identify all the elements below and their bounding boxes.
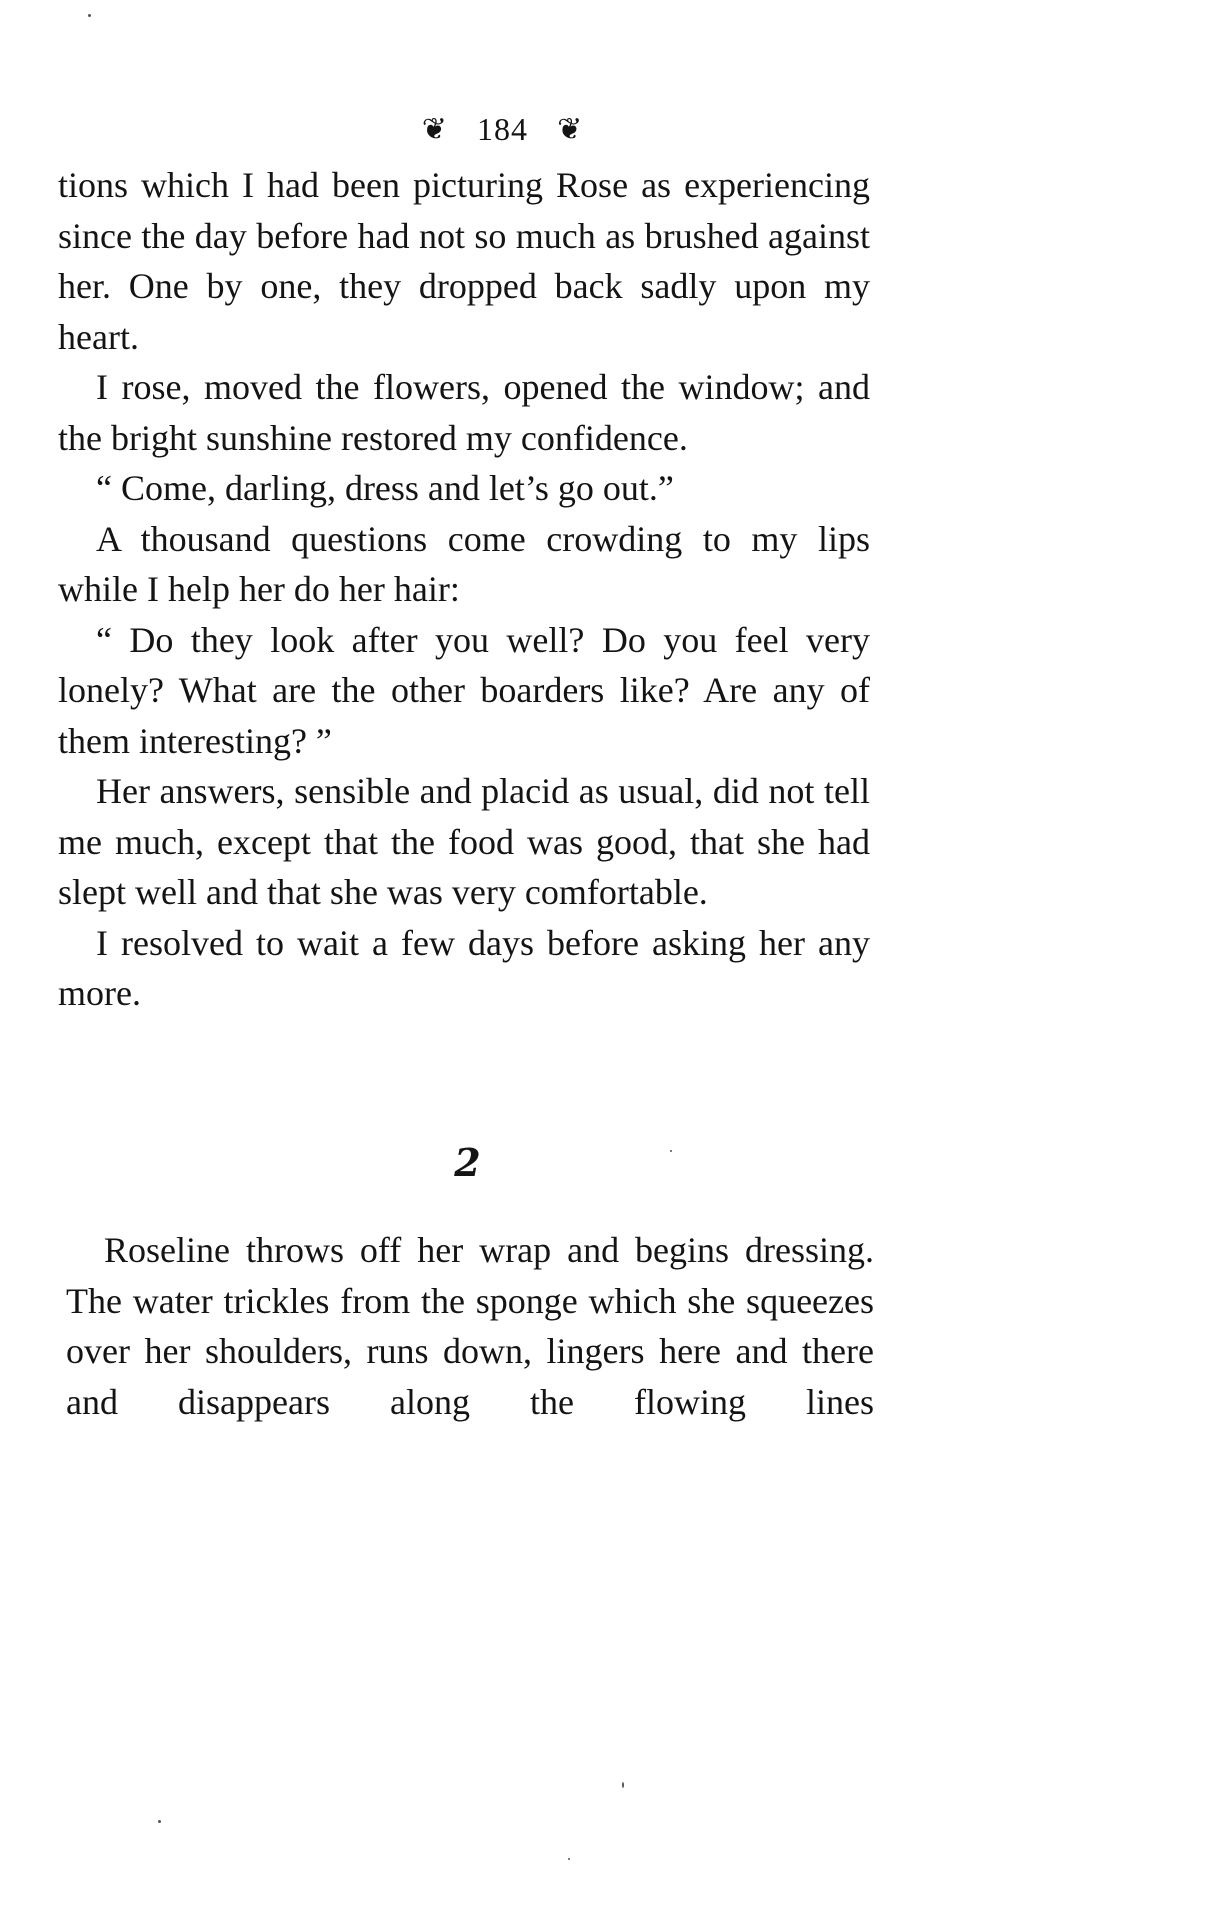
- paragraph: Roseline throws off her wrap and begins dressing. The water trickles from the sponge which she squeezes over her shoulders, runs down, lingers here and there and disappears along the flowing lines: [66, 1230, 874, 1422]
- paper-speck: [88, 14, 91, 17]
- page-number: 184: [477, 111, 528, 147]
- fleuron-left-icon: ❦: [421, 112, 448, 147]
- paper-speck: [568, 1858, 570, 1860]
- page-header: [0, 108, 1005, 148]
- paragraph: tions which I had been picturing Rose as experiencing since the day before had not so much as brushed against her. One by one, they dropped back sadly upon my heart.: [58, 165, 870, 357]
- paragraph: A thousand questions come crowding to my lips while I help her do her hair:: [58, 518, 870, 609]
- paper-speck: [622, 1782, 624, 1788]
- section-number: 2: [454, 1140, 481, 1185]
- paragraph: I rose, moved the flowers, opened the window; and the bright sunshine restored my confidence.: [58, 367, 870, 458]
- body-text: [58, 160, 870, 1019]
- section-2-text: [66, 1225, 874, 1427]
- paragraph: I resolved to wait a few days before asking her any more.: [58, 922, 870, 1013]
- paragraph: “ Do they look after you well? Do you feel very lonely? What are the other boarders like? Are any of them interesting? ”: [58, 619, 870, 761]
- paragraph: “ Come, darling, dress and let’s go out.”: [96, 468, 674, 508]
- fleuron-right-icon: ❦: [557, 112, 584, 147]
- paper-speck: [158, 1820, 161, 1823]
- paragraph: Her answers, sensible and placid as usual, did not tell me much, except that the food was good, that she had slept well and that she was very comfortable.: [58, 771, 870, 912]
- paper-speck: [670, 1150, 672, 1152]
